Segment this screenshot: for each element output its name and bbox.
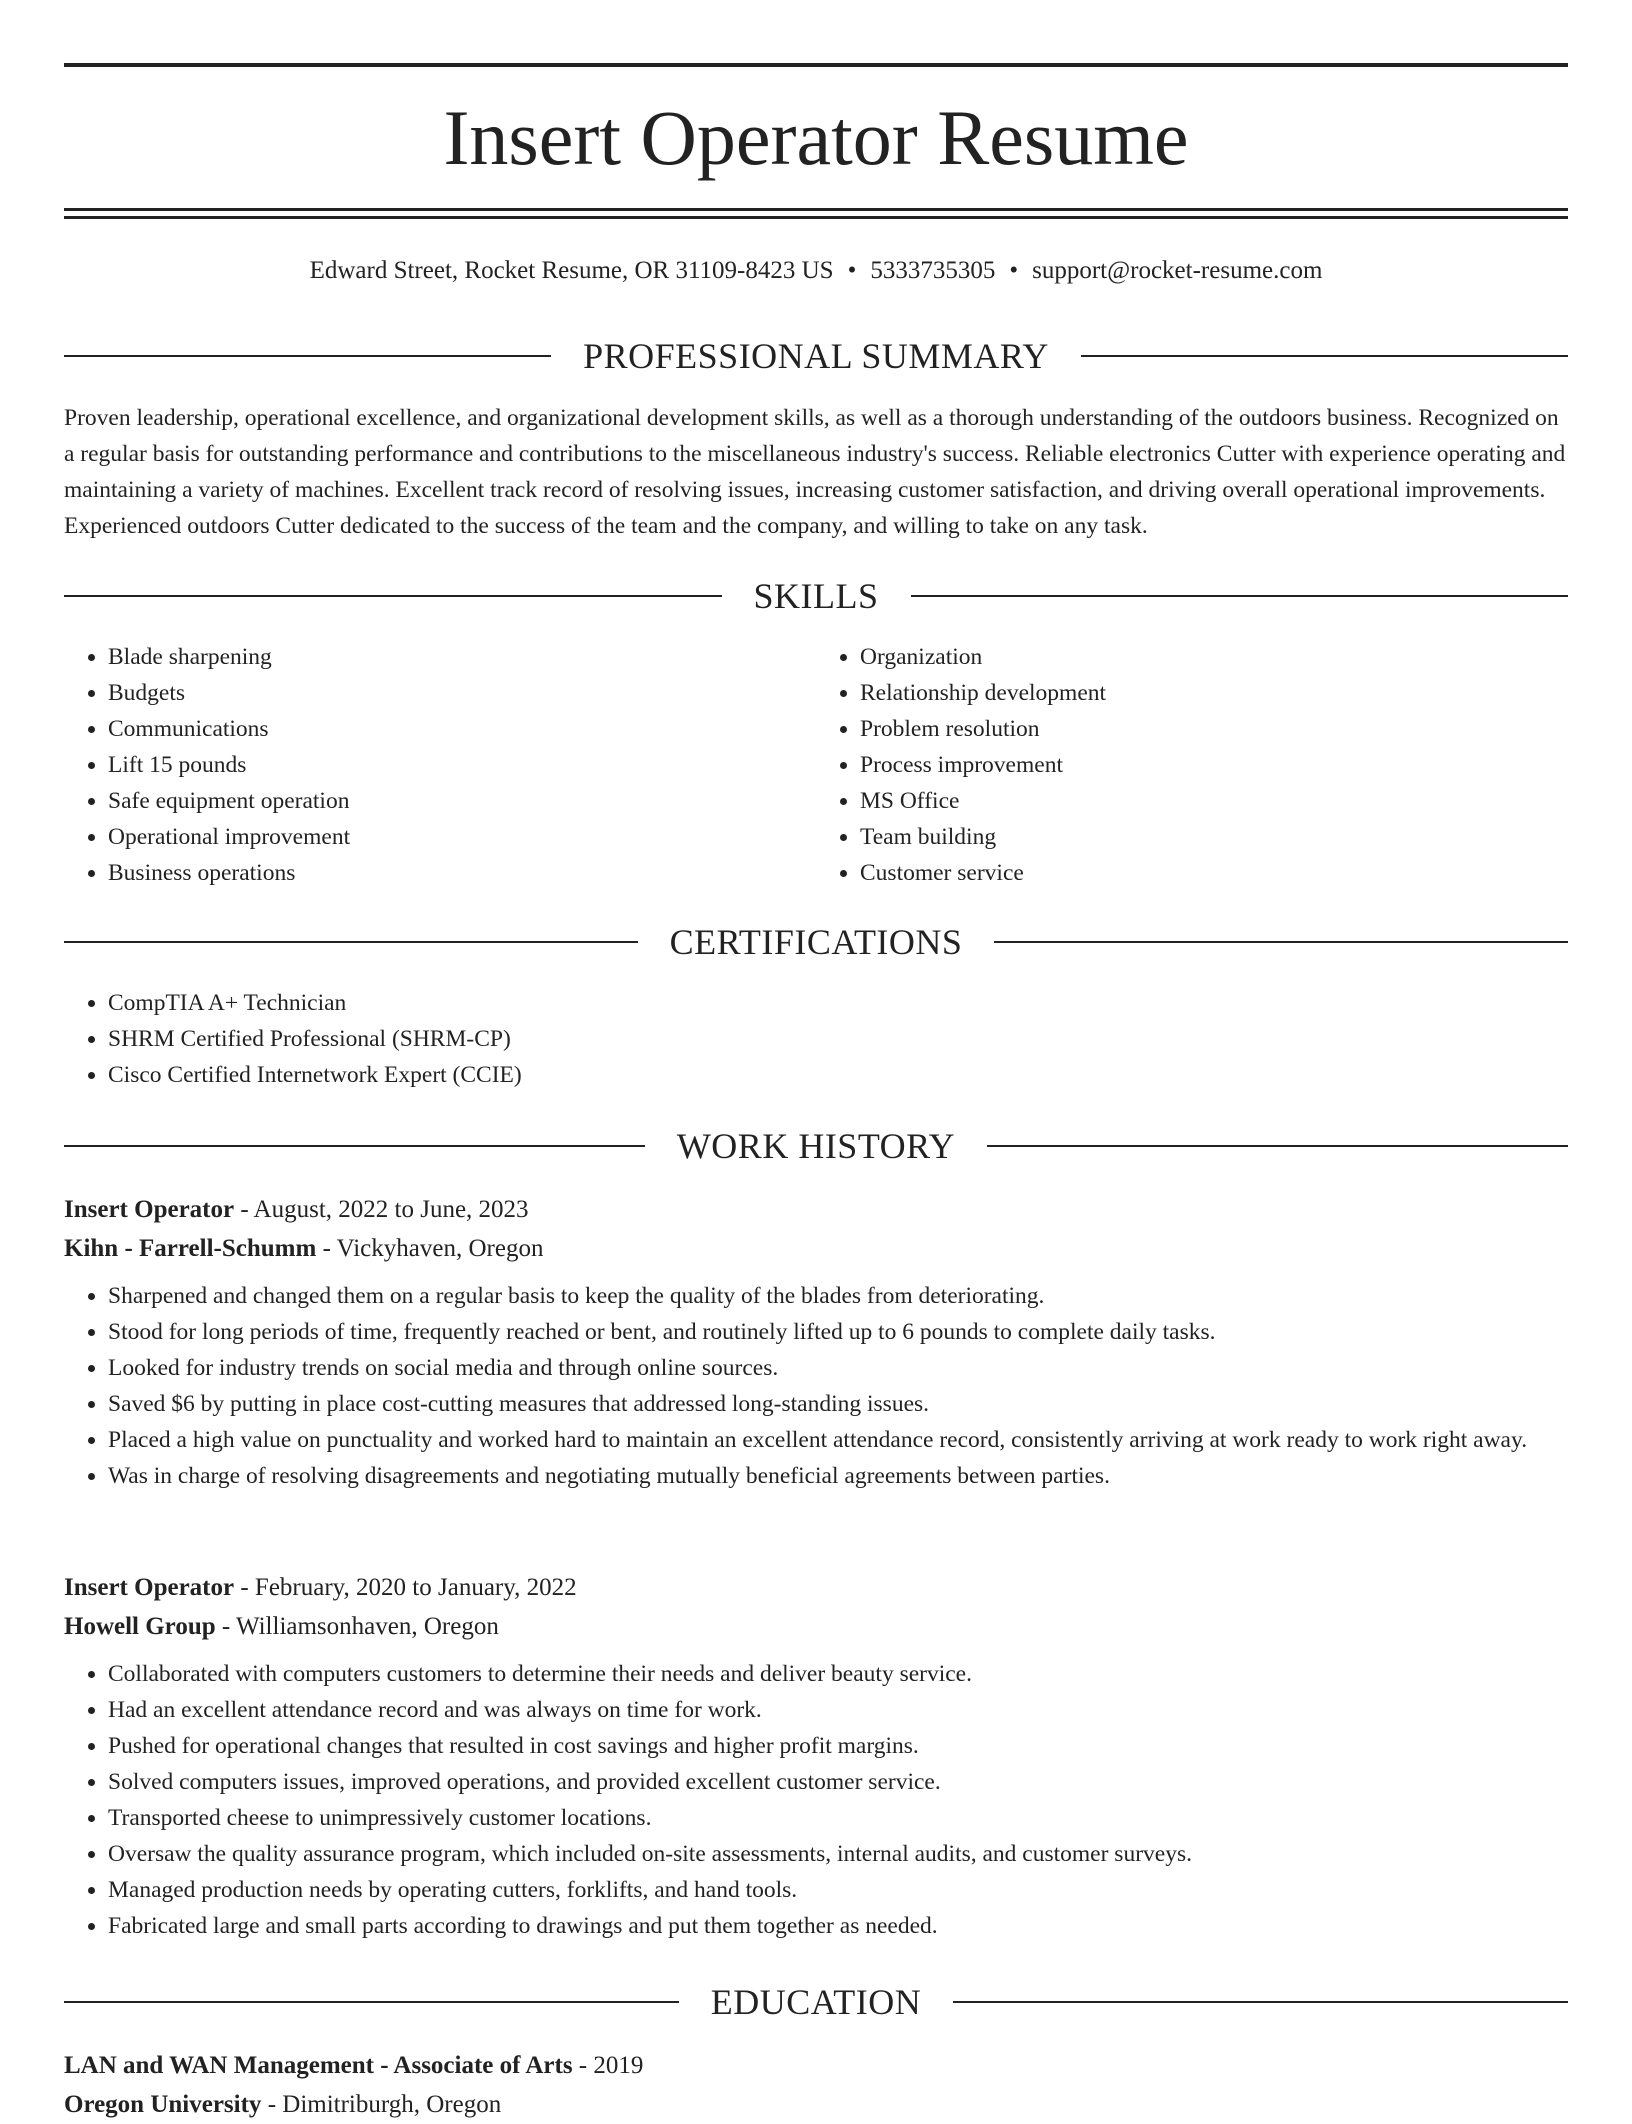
list-item: • Managed production needs by operating cutters, forklifts, and hand tools. (108, 1872, 1568, 1908)
list-item: • Looked for industry trends on social media and through online sources. (108, 1350, 1568, 1386)
list-item: • Pushed for operational changes that resulted in cost savings and higher profit margins. (108, 1728, 1568, 1764)
list-item: • Saved $6 by putting in place cost-cutting measures that addressed long-standing issues. (108, 1386, 1568, 1422)
job-title-line (64, 1190, 1568, 1229)
list-item: • Customer service (860, 855, 1568, 891)
education-year: - 2019 (572, 2052, 644, 2079)
section-heading-summary (64, 334, 1568, 378)
list-item: • Problem resolution (860, 711, 1568, 747)
job-title: Insert Operator (64, 1196, 235, 1223)
section-heading-education (64, 1980, 1568, 2024)
list-item: • Business operations (108, 855, 816, 891)
contact-separator: • (847, 257, 857, 284)
title-double-rule-lower (64, 216, 1568, 219)
list-item: • Safe equipment operation (108, 783, 816, 819)
job-entry (64, 1190, 1568, 1494)
contact-address: Edward Street, Rocket Resume, OR 31109-8423 US (309, 257, 834, 284)
list-item: • Communications (108, 711, 816, 747)
job-title: Insert Operator (64, 1574, 235, 1601)
list-item: • Had an excellent attendance record and was always on time for work. (108, 1692, 1568, 1728)
education-degree-line (64, 2046, 1568, 2085)
job-bullets (64, 1278, 1568, 1494)
section-heading-certifications (64, 920, 1568, 964)
job-company-line (64, 1229, 1568, 1268)
list-item: • Fabricated large and small parts according to drawings and put them together as needed. (108, 1908, 1568, 1944)
heading-rule (64, 2001, 679, 2003)
skills-list (64, 639, 1568, 891)
heading-rule (987, 1145, 1568, 1147)
skills-column-right (816, 639, 1568, 891)
contact-separator: • (1009, 257, 1019, 284)
list-item: • Process improvement (860, 747, 1568, 783)
job-bullets (64, 1656, 1568, 1944)
list-item: • Lift 15 pounds (108, 747, 816, 783)
job-location: - Vickyhaven, Oregon (316, 1235, 544, 1262)
heading-rule (911, 595, 1569, 597)
contact-line (64, 254, 1568, 288)
job-company: Kihn - Farrell-Schumm (64, 1235, 317, 1262)
list-item: • CompTIA A+ Technician (108, 985, 1568, 1021)
job-location: - Williamsonhaven, Oregon (215, 1613, 499, 1640)
section-title: EDUCATION (710, 1982, 922, 2022)
job-dates: - February, 2020 to January, 2022 (234, 1574, 577, 1601)
section-title: CERTIFICATIONS (669, 922, 963, 962)
list-item: • Was in charge of resolving disagreements and negotiating mutually beneficial agreements between parties. (108, 1458, 1568, 1494)
list-item: • Placed a high value on punctuality and worked hard to maintain an excellent attendance record, consistently arriving at work ready to work right away. (108, 1422, 1568, 1458)
list-item: • Transported cheese to unimpressively customer locations. (108, 1800, 1568, 1836)
section-title: PROFESSIONAL SUMMARY (583, 336, 1049, 376)
heading-rule (64, 595, 722, 597)
list-item: • SHRM Certified Professional (SHRM-CP) (108, 1021, 1568, 1057)
section-title: SKILLS (753, 576, 879, 616)
list-item: • Operational improvement (108, 819, 816, 855)
title-double-rule-upper (64, 208, 1568, 211)
top-rule (64, 63, 1568, 67)
list-item: • Blade sharpening (108, 639, 816, 675)
list-item: • Stood for long periods of time, frequently reached or bent, and routinely lifted up to 6 pounds to complete daily tasks. (108, 1314, 1568, 1350)
education-school: Oregon University (64, 2091, 262, 2118)
list-item: • Relationship development (860, 675, 1568, 711)
list-item: • Sharpened and changed them on a regular basis to keep the quality of the blades from deteriorating. (108, 1278, 1568, 1314)
education-school-line (64, 2085, 1568, 2124)
list-item: • Organization (860, 639, 1568, 675)
list-item: • Cisco Certified Internetwork Expert (CCIE) (108, 1057, 1568, 1093)
job-title-line (64, 1568, 1568, 1607)
job-dates: - August, 2022 to June, 2023 (234, 1196, 529, 1223)
heading-rule (1081, 355, 1568, 357)
list-item: • Team building (860, 819, 1568, 855)
page-title: Insert Operator Resume (443, 94, 1189, 181)
list-item: • MS Office (860, 783, 1568, 819)
skills-column-left (64, 639, 816, 891)
list-item: • Budgets (108, 675, 816, 711)
job-company-line (64, 1607, 1568, 1646)
certifications-list (64, 985, 1568, 1093)
job-entry (64, 1568, 1568, 1944)
heading-rule (953, 2001, 1568, 2003)
list-item: • Oversaw the quality assurance program, which included on-site assessments, internal audits, and customer surveys. (108, 1836, 1568, 1872)
heading-rule (64, 941, 638, 943)
education-entry (64, 2046, 1568, 2124)
heading-rule (64, 355, 551, 357)
list-item: • Solved computers issues, improved operations, and provided excellent customer service. (108, 1764, 1568, 1800)
section-title: WORK HISTORY (676, 1126, 956, 1166)
contact-phone: 5333735305 (870, 257, 996, 284)
education-location: - Dimitriburgh, Oregon (261, 2091, 502, 2118)
certifications-block (64, 985, 1568, 1093)
list-item: • Collaborated with computers customers to determine their needs and deliver beauty service. (108, 1656, 1568, 1692)
heading-rule (64, 1145, 645, 1147)
section-heading-work-history (64, 1124, 1568, 1168)
contact-email: support@rocket-resume.com (1032, 257, 1323, 284)
summary-text: Proven leadership, operational excellence, and organizational development skills, as well as a thorough understanding of the outdoors business. Recognized on a regular basis for outstanding performance and contributions to the miscellaneous industry's success. Reliable electronics Cutter with experience operating and maintaining a variety of machines. Excellent track record of resolving issues, increasing customer satisfaction, and driving overall operational improvements. Experienced outdoors Cutter dedicated to the success of the team and the company, and willing to take on any task. (64, 405, 1566, 539)
summary-block (64, 400, 1568, 544)
section-heading-skills (64, 574, 1568, 618)
job-company: Howell Group (64, 1613, 216, 1640)
heading-rule (994, 941, 1568, 943)
education-degree: LAN and WAN Management - Associate of Arts (64, 2052, 573, 2079)
